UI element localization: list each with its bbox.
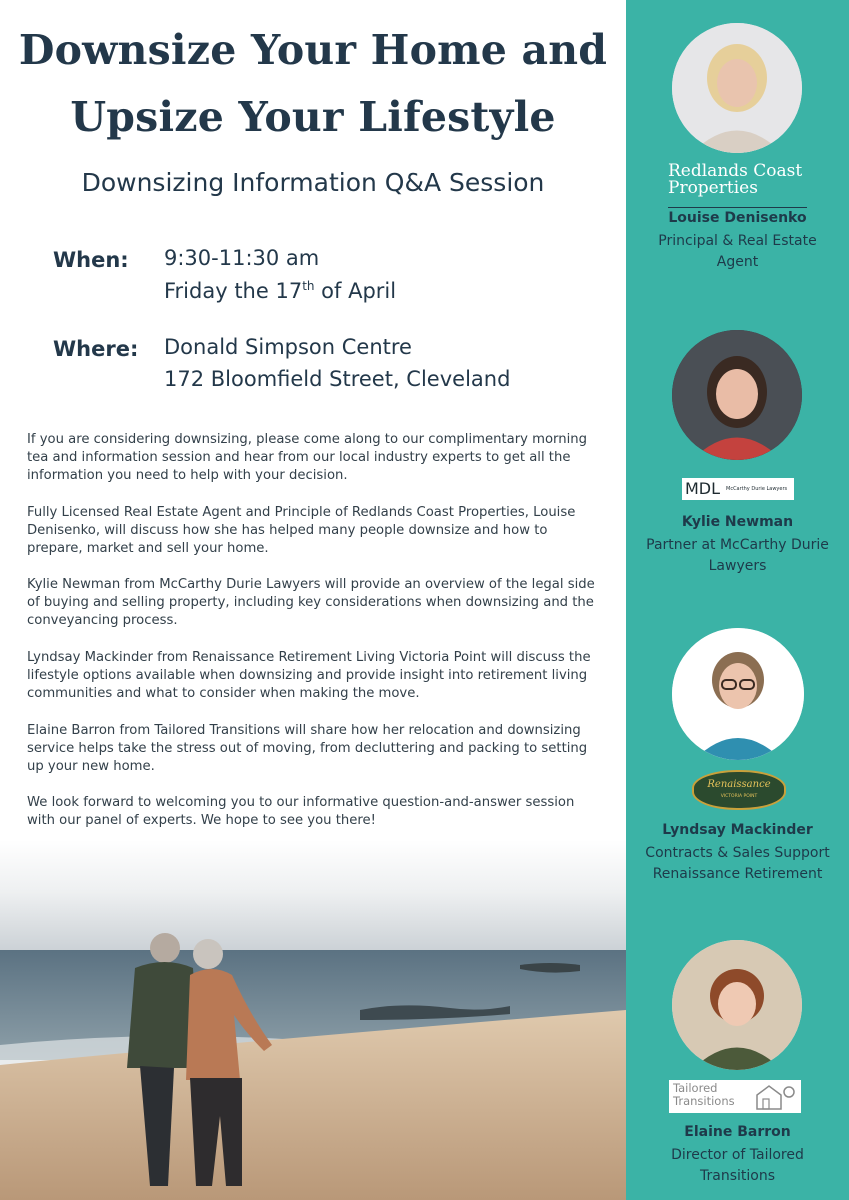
- person-portrait-icon: [672, 23, 802, 153]
- renaissance-logo-sub: VICTORIA POINT: [720, 794, 758, 799]
- house-icon: [753, 1083, 797, 1110]
- tailored-logo-line-1: Tailored: [673, 1081, 718, 1095]
- lyndsay-portrait: [672, 628, 804, 760]
- person-portrait-icon: [672, 940, 802, 1070]
- person-portrait-icon: [672, 628, 804, 760]
- tailored-transitions-logo: [669, 1080, 801, 1113]
- when-date-ordinal: th: [302, 279, 315, 293]
- tailored-logo-text: [673, 1082, 735, 1108]
- paragraph-lyndsay: Lyndsay Mackinder from Renaissance Retirement Living Victoria Point will discuss the lifestyle options available when downsizing and provide insight into retirement living communities and what to consider when making the move.: [27, 650, 591, 701]
- where-venue: Donald Simpson Centre: [164, 335, 412, 359]
- speaker-name-louise-text: Louise Denisenko: [668, 207, 806, 226]
- tailored-logo-line-2: Transitions: [673, 1094, 735, 1108]
- speaker-name-elaine: Elaine Barron: [684, 1124, 791, 1140]
- speaker-role-elaine-2: Transitions: [700, 1168, 775, 1184]
- when-date: [164, 279, 396, 303]
- mdl-logo-main: MDL: [685, 479, 721, 498]
- speaker-role-elaine-1: Director of Tailored: [671, 1147, 804, 1163]
- page-title-line-2: Upsize Your Lifestyle: [70, 93, 556, 141]
- speaker-name-lyndsay: Lyndsay Mackinder: [662, 822, 813, 838]
- speaker-role-louise-1: Principal & Real Estate: [658, 233, 817, 249]
- where-label: Where:: [53, 337, 139, 361]
- speaker-role-kylie-2: Lawyers: [708, 558, 767, 574]
- redlands-coast-logo: [668, 163, 802, 197]
- when-label: When:: [53, 248, 129, 272]
- speaker-role-lyndsay-1: Contracts & Sales Support: [645, 845, 830, 861]
- when-date-month: of April: [314, 279, 397, 303]
- mdl-logo-sub: McCarthy Durie Lawyers: [726, 486, 788, 492]
- paragraph-elaine: Elaine Barron from Tailored Transitions will share how her relocation and downsizing service helps take the stress out of moving, from decluttering and packing to setting up your new home.: [27, 723, 588, 774]
- redlands-logo-line-2: Properties: [668, 178, 758, 198]
- speaker-role-louise-2: Agent: [716, 254, 759, 270]
- louise-portrait: [672, 23, 802, 153]
- kylie-portrait: [672, 330, 802, 460]
- redlands-logo-line-1: Redlands Coast: [668, 161, 803, 181]
- paragraph-closing: We look forward to welcoming you to our informative question-and-answer session with our panel of experts. We hope to see you there!: [27, 795, 575, 828]
- elaine-portrait: [672, 940, 802, 1070]
- speaker-name-kylie: Kylie Newman: [681, 514, 794, 530]
- where-address: 172 Bloomfield Street, Cleveland: [164, 367, 511, 391]
- speaker-role-kylie-1: Partner at McCarthy Durie: [646, 537, 829, 553]
- speakers-sidebar: [626, 0, 849, 1200]
- beach-couple-photo: [0, 840, 626, 1200]
- renaissance-logo-main: Renaissance: [707, 779, 771, 790]
- speaker-role-lyndsay-2: Renaissance Retirement: [652, 866, 823, 882]
- paragraph-kylie: Kylie Newman from McCarthy Durie Lawyers will provide an overview of the legal side of buying and selling property, including key considerations when downsizing and the conveyancing process.: [27, 577, 595, 628]
- mdl-logo: [682, 478, 794, 500]
- paragraph-intro: If you are considering downsizing, please come along to our complimentary morning tea and information session and hear from our local industry experts to get all the information you need to help with your decision.: [27, 432, 587, 483]
- page-title-line-1: Downsize Your Home and: [18, 26, 608, 74]
- renaissance-logo: [692, 770, 786, 810]
- when-time: 9:30-11:30 am: [164, 246, 320, 270]
- person-portrait-icon: [672, 330, 802, 460]
- speaker-name-louise: [626, 210, 849, 226]
- page-subtitle: Downsizing Information Q&A Session: [81, 168, 545, 197]
- when-date-main: Friday the 17: [164, 279, 303, 303]
- paragraph-louise: Fully Licensed Real Estate Agent and Principle of Redlands Coast Properties, Louise Denisenko, will discuss how she has helped many people downsize and how to prepare, market and sell your home.: [27, 505, 576, 556]
